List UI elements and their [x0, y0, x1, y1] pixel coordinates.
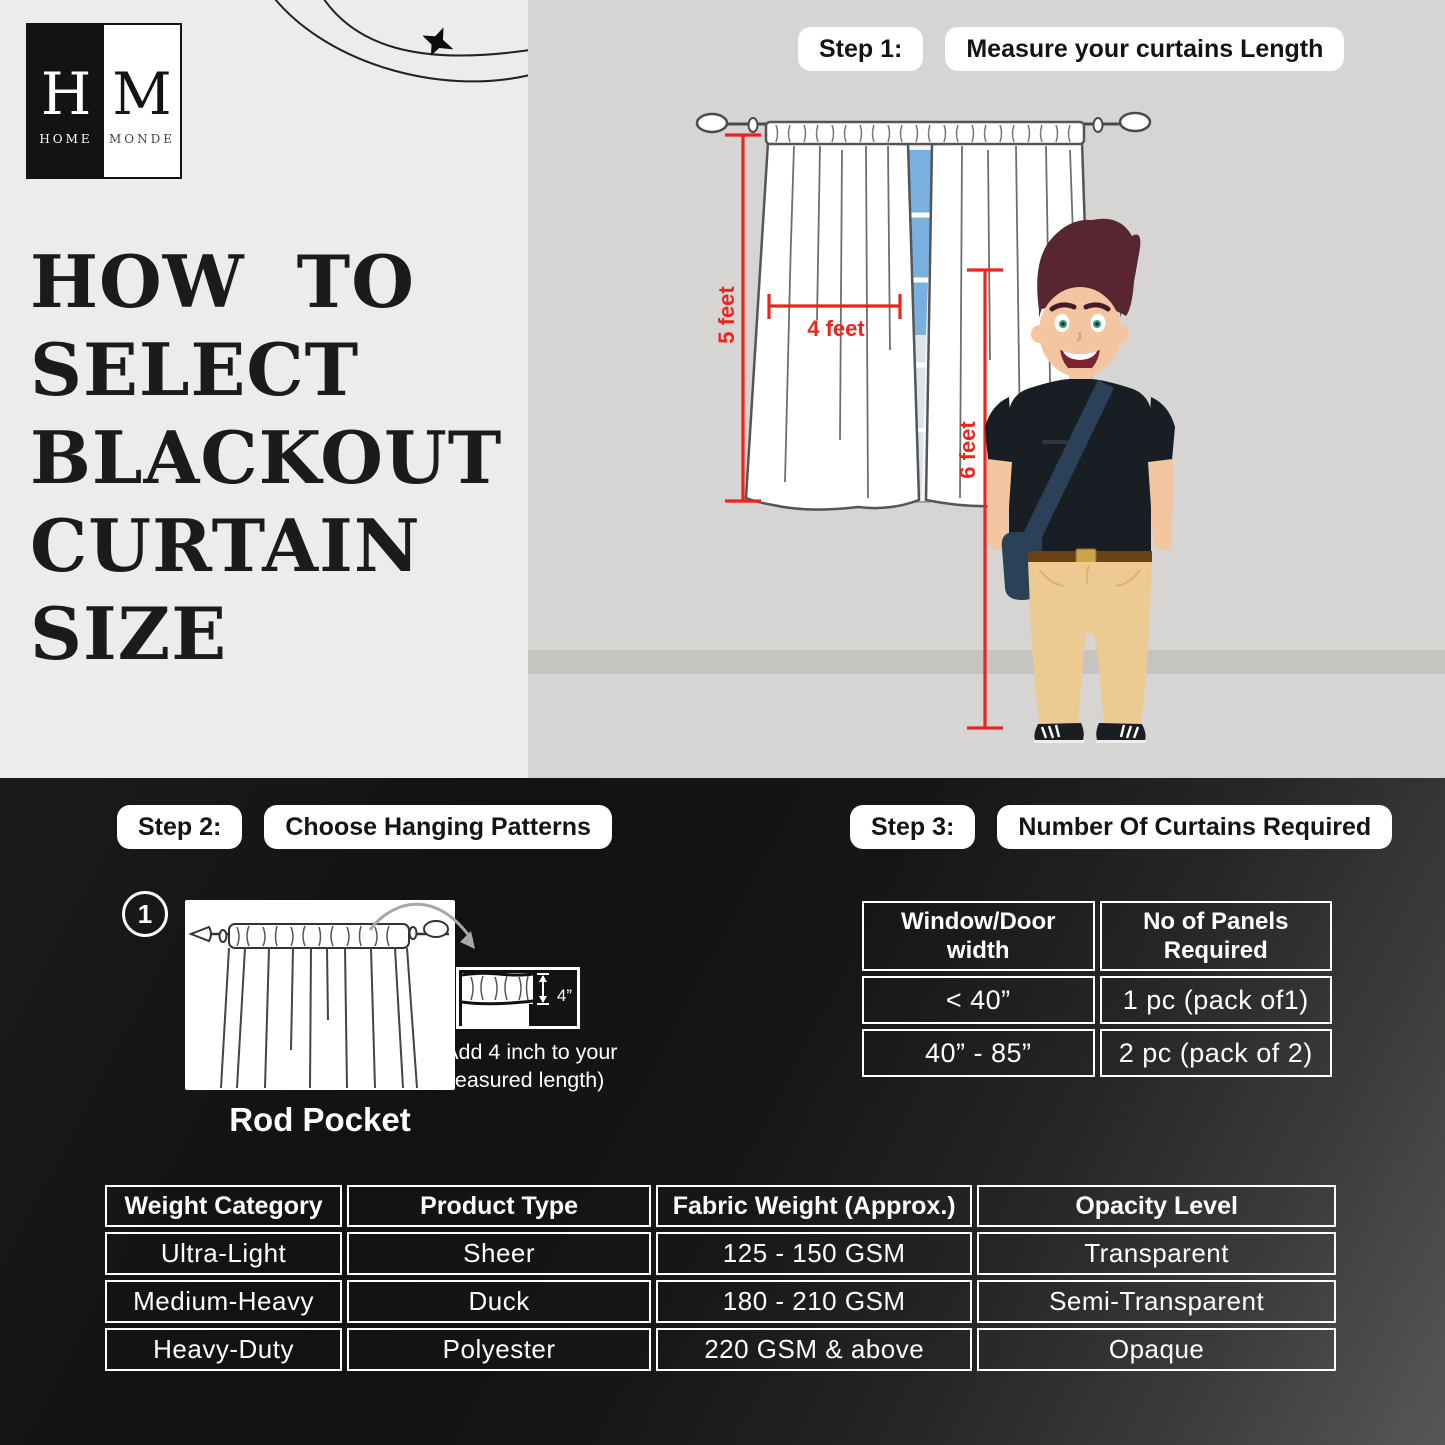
table-row — [105, 1328, 1336, 1371]
cell-weight-3: Heavy-Duty — [105, 1328, 342, 1371]
note-line-2: measured length) — [437, 1068, 605, 1092]
cell-type-3: Polyester — [347, 1328, 651, 1371]
logo-letter-m: M — [112, 60, 172, 128]
rod-pocket-title: Rod Pocket — [229, 1101, 411, 1138]
step2-badge: Step 2: — [117, 805, 242, 849]
col-header-opacity-level: Opacity Level — [977, 1185, 1336, 1227]
label-6-feet: 6 feet — [955, 421, 980, 479]
cell-panels-1: 1 pc (pack of1) — [1100, 976, 1333, 1024]
logo-letter-h: H — [40, 60, 92, 128]
step3-header — [850, 805, 1392, 849]
title-line: HOW TO — [30, 239, 415, 324]
step3-heading: Number Of Curtains Required — [997, 805, 1392, 849]
cell-gsm-1: 125 - 150 GSM — [656, 1232, 972, 1275]
step1-header — [798, 27, 1344, 71]
rod-pocket-detail-box — [456, 967, 580, 1029]
col-header-weight-category: Weight Category — [105, 1185, 342, 1227]
table-row — [105, 1280, 1336, 1323]
label-5-feet: 5 feet — [714, 286, 739, 344]
cell-width-1: < 40” — [862, 976, 1095, 1024]
left-panel — [0, 0, 528, 778]
col-header-product-type: Product Type — [347, 1185, 651, 1227]
airplane-icon — [416, 21, 460, 63]
step3-badge: Step 3: — [850, 805, 975, 849]
cell-weight-1: Ultra-Light — [105, 1232, 342, 1275]
logo-home-half — [28, 25, 104, 177]
logo-monde-half — [104, 25, 180, 177]
logo-word-home: HOME — [39, 132, 93, 146]
label-4-feet: 4 feet — [807, 316, 865, 341]
panels-required-table — [857, 896, 1337, 1082]
curved-arrow-icon — [362, 896, 487, 958]
cell-opacity-3: Opaque — [977, 1328, 1336, 1371]
step2-heading: Choose Hanging Patterns — [264, 805, 612, 849]
table-header-row — [105, 1185, 1336, 1227]
col-header-fabric-weight: Fabric Weight (Approx.) — [656, 1185, 972, 1227]
cell-opacity-1: Transparent — [977, 1232, 1336, 1275]
note-line-1: (Add 4 inch to your — [437, 1040, 618, 1064]
cell-panels-2: 2 pc (pack of 2) — [1100, 1029, 1333, 1077]
table-row — [105, 1232, 1336, 1275]
table-header-row — [862, 901, 1332, 971]
cell-gsm-3: 220 GSM & above — [656, 1328, 972, 1371]
pocket-depth-label: 4” — [556, 986, 572, 1005]
cell-type-2: Duck — [347, 1280, 651, 1323]
title-line: SIZE — [30, 591, 228, 676]
title-line: CURTAIN — [30, 503, 421, 588]
col-header-panels: No of Panels Required — [1100, 901, 1333, 971]
step1-heading: Measure your curtains Length — [945, 27, 1344, 71]
title-line: SELECT — [30, 327, 360, 412]
curtain-measurement-illustration — [690, 110, 1290, 870]
rod-pocket-note — [437, 1038, 617, 1094]
option-1-badge: 1 — [122, 891, 168, 937]
step1-badge: Step 1: — [798, 27, 923, 71]
table-row — [862, 976, 1332, 1024]
brand-logo — [26, 23, 182, 179]
cell-opacity-2: Semi-Transparent — [977, 1280, 1336, 1323]
logo-word-monde: MONDE — [108, 132, 175, 146]
title-line: BLACKOUT — [30, 415, 503, 500]
cell-type-1: Sheer — [347, 1232, 651, 1275]
cell-weight-2: Medium-Heavy — [105, 1280, 342, 1323]
col-header-window-width: Window/Door width — [862, 901, 1095, 971]
page-title — [30, 238, 510, 678]
fabric-weight-table — [100, 1180, 1341, 1376]
step2-header — [117, 805, 612, 849]
table-row — [862, 1029, 1332, 1077]
cell-width-2: 40” - 85” — [862, 1029, 1095, 1077]
cell-gsm-2: 180 - 210 GSM — [656, 1280, 972, 1323]
dark-section — [0, 778, 1445, 1445]
